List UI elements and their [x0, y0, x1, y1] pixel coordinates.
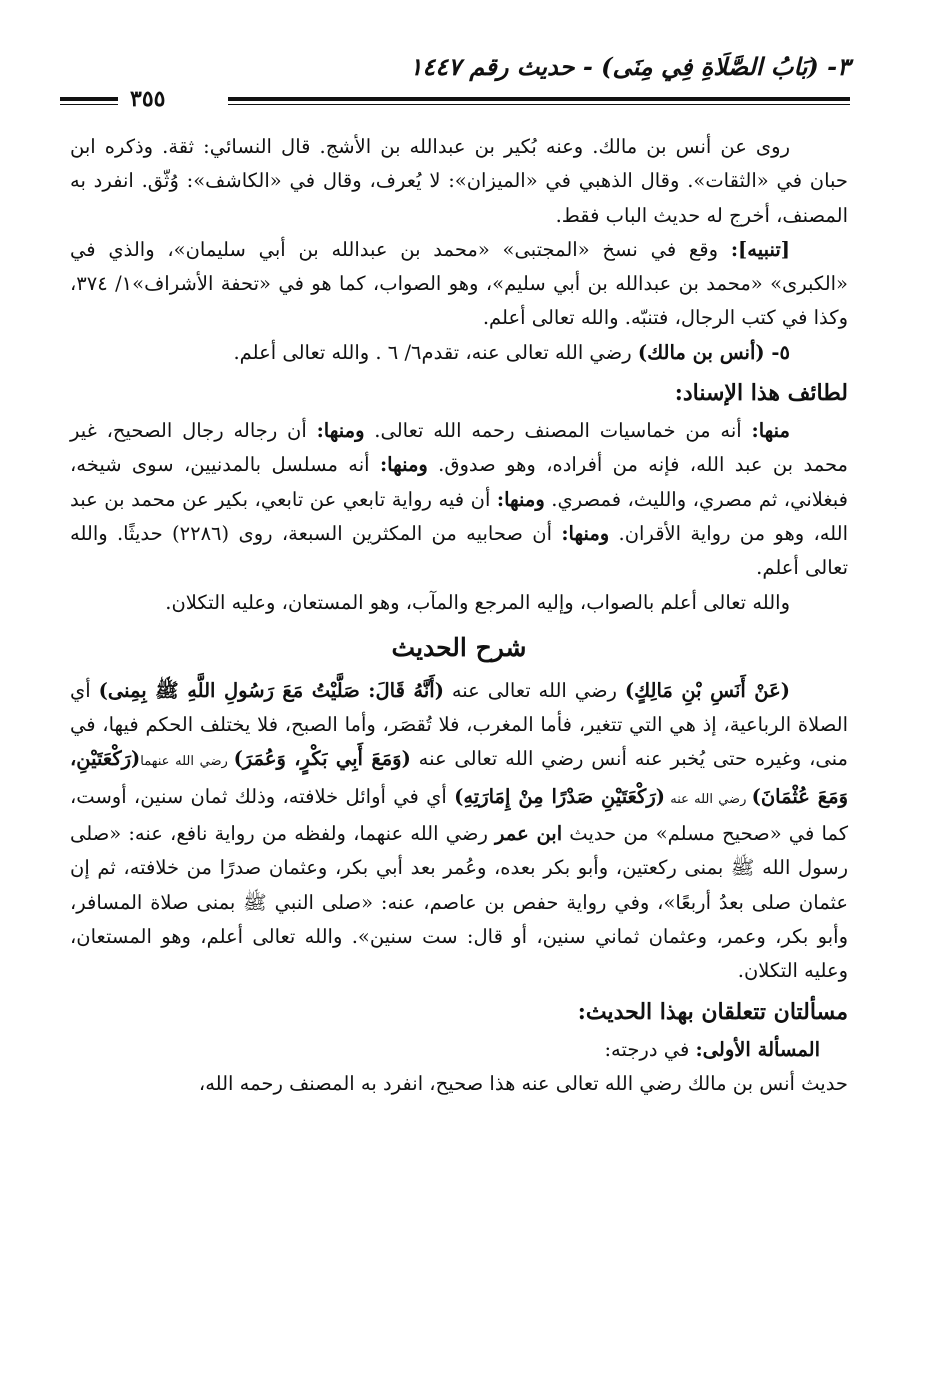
lataif-text: أن رجاله رجال الصحيح، غير محمد بن عبد الله، فإنه من أفراده، وهو صدوق.: [70, 419, 849, 477]
first-issue-label: المسألة الأولى:: [695, 1037, 820, 1061]
running-head: ٣- (بَابُ الصَّلَاةِ فِي مِنَى) - حديث رقم ١٤٤٧: [409, 52, 850, 81]
first-issue: [70, 1033, 848, 1067]
lataif-text: أنه من خماسيات المصنف رحمه الله تعالى.: [364, 419, 752, 443]
page-body: [70, 130, 848, 1101]
honorific: رضي الله عنه: [664, 791, 752, 807]
sharh-text: رضي الله عنهما، ولفظه من رواية نافع، عنه: «صلى رسول الله ﷺ بمنى ركعتين، وأبو بكر بعده، وعُمر بعد أبي بكر، وعثمان صدرًا من خلافته، ثم إن عثمان صلى بعدُ أربعًا»، وفي رواية حفص بن عاصم، عنه: «صلى النبي ﷺ بمنى صلاة المسافر، وأبو بكر، وعمر، وعثمان ثماني سنين، أو قال: ست سنين». والله تعالى أعلم، وهو المستعان، وعليه التكلان.: [70, 822, 848, 983]
lataif-text: أن فيه رواية تابعي عن تابعي، بكير عن محمد بن عبد الله، وهو من رواية الأقران.: [70, 487, 849, 545]
sharh-paragraph: [70, 674, 848, 989]
page-header: [60, 52, 850, 112]
tanbih-text: وقع في نسخ «المجتبى» «محمد بن عبدالله بن أبي سليمان»، والذي في «الكبرى» «محمد بن عبدالله بن أبي سليم»، وهو الصواب، كما هو في «تحفة الأشراف»١/ ٣٧٤، وكذا في كتب الرجال، فتنبّه. والله تعالى أعلم.: [70, 237, 848, 330]
narrator-name: ابن عمر: [495, 822, 563, 846]
lataif-label: منها:: [751, 419, 790, 443]
hadith-quote: (رَكْعَتَيْنِ، وَمَعَ عُثْمَانَ): [70, 747, 849, 808]
lataif-label: ومنها:: [316, 419, 365, 443]
narrator-5-label: ٥- (أنس بن مالك): [637, 340, 790, 364]
sharh-text: أي في أوائل خلافته، وذلك ثمان سنين، أوست، كما في «صحيح مسلم» من حديث: [70, 784, 849, 846]
lataif-paragraph: [70, 414, 848, 585]
hadith-quote: (رَكْعَتَيْنِ صَدْرًا مِنْ إِمَارَتِهِ): [454, 784, 665, 808]
page-number: ٣٥٥: [130, 86, 166, 112]
first-issue-text: في درجته:: [604, 1037, 696, 1061]
narrator-5-text: رضي الله تعالى عنه، تقدم٦/ ٦ . والله تعالى أعلم.: [233, 340, 638, 364]
lataif-closing: والله تعالى أعلم بالصواب، وإليه المرجع والمآب، وهو المستعان، وعليه التكلان.: [165, 590, 790, 614]
sharh-text: رضي الله تعالى عنه: [443, 678, 625, 702]
hadith-quote: (وَمَعَ أَبِي بَكْرٍ، وَعُمَرَ): [233, 747, 411, 771]
narrator-paragraph: [70, 130, 848, 233]
lataif-label: ومنها:: [561, 521, 610, 545]
hadith-quote: (عَنْ أَنَسِ بْنِ مَالِكٍ): [624, 678, 790, 702]
lataif-text: أنه مسلسل بالمدنيين، سوى شيخه، فبغلاني، ثم مصري، والليث، فمصري.: [70, 453, 848, 511]
tanbih-paragraph: [70, 233, 848, 336]
narrator-5-paragraph: [70, 336, 848, 370]
last-line: حديث أنس بن مالك رضي الله تعالى عنه هذا صحيح، انفرد به المصنف رحمه الله،: [198, 1071, 848, 1095]
honorific: رضي الله عنهما: [140, 754, 234, 770]
hadith-quote: (أَنَّهُ قَالَ: صَلَّيْتُ مَعَ رَسُولِ اللَّهِ ﷺ بِمِنى): [98, 678, 444, 702]
header-rule: [228, 97, 850, 101]
masail-heading: مسألتان تتعلقان بهذا الحديث:: [577, 998, 848, 1025]
lataif-label: ومنها:: [379, 453, 428, 477]
lataif-heading: لطائف هذا الإسناد:: [674, 380, 848, 407]
sharh-text: أي الصلاة الرباعية، إذ هي التي تتغير، فأما المغرب، فلا تُقصَر، وأما الصبح، فلا يختلف الحكم فيها، في منى، وغيره حتى يُخبر عنه أنس رضي الله تعالى عنه: [70, 678, 849, 771]
narrator-text: روى عن أنس بن مالك. وعنه بُكير بن عبدالله بن الأشج. قال النسائي: ثقة. وذكره ابن حبان في «الثقات». وقال الذهبي في «الميزان»: لا يُعرف، وقال في «الكاشف»: وُثّق. انفرد به المصنف، أخرج له حديث الباب فقط.: [70, 135, 848, 227]
lataif-text: أن صحابيه من المكثرين السبعة، روى (٢٢٨٦) حديثًا. والله تعالى أعلم.: [70, 521, 848, 580]
sharh-heading: شرح الحديث: [391, 632, 527, 662]
header-rule-short: [60, 97, 118, 101]
tanbih-label: [تنبيه]:: [730, 237, 790, 261]
lataif-label: ومنها:: [496, 487, 545, 511]
